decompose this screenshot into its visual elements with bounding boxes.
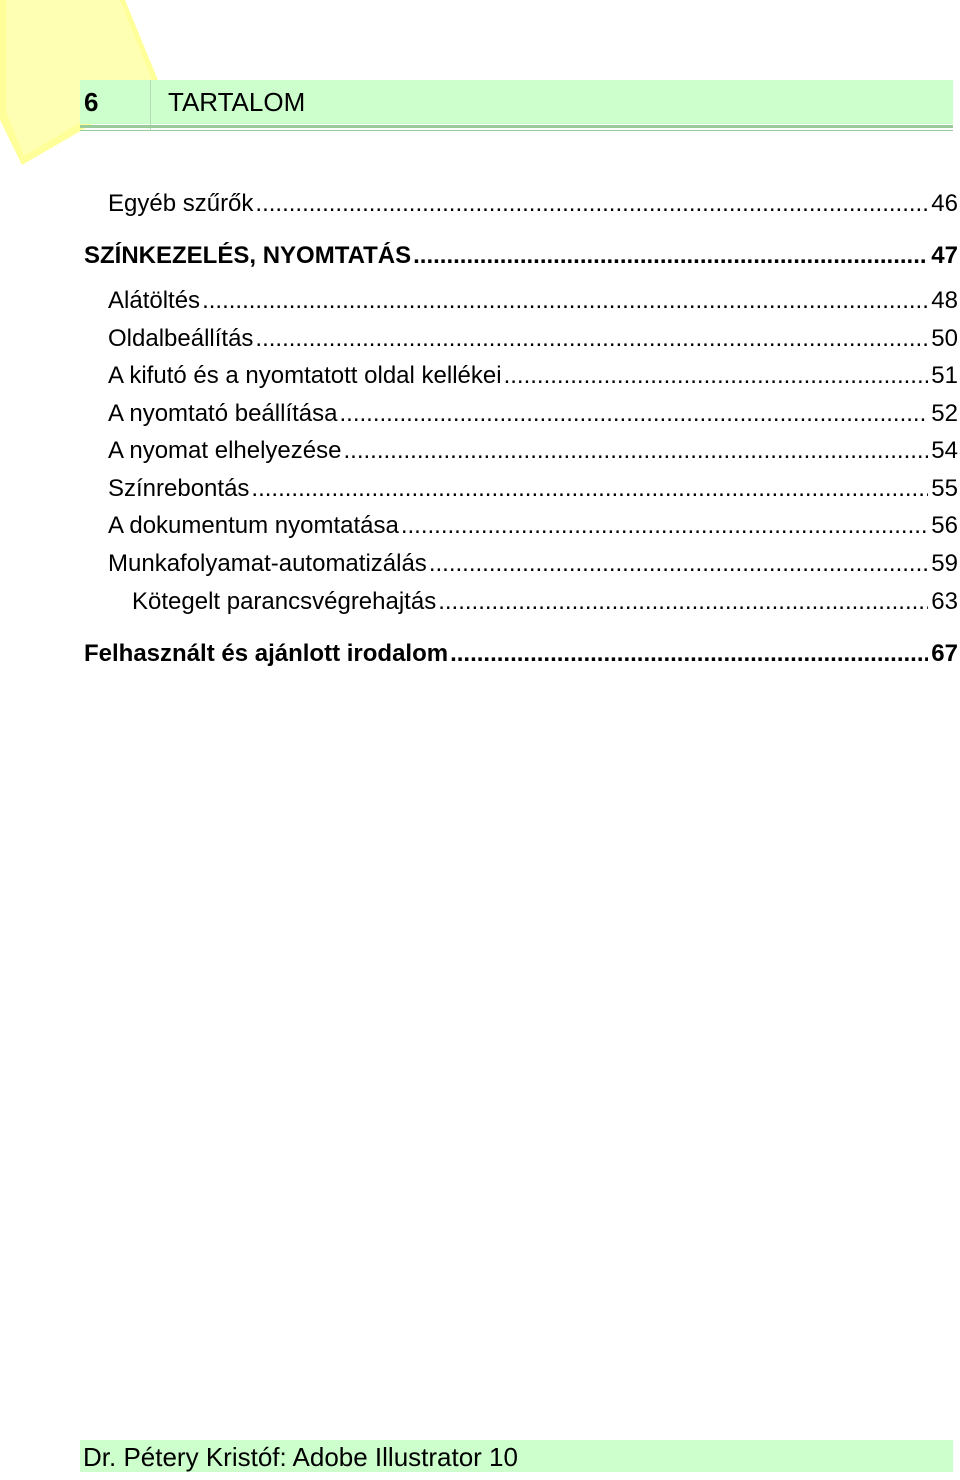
toc-entry[interactable] [84,640,958,668]
toc-leader [339,400,928,428]
header-rule [80,125,953,128]
toc-entry-label: A kifutó és a nyomtatott oldal kellékei [108,362,502,389]
toc-leader [255,190,928,218]
toc-entry-page: 59 [931,550,958,577]
toc-entry-page: 50 [931,325,958,352]
toc-entry[interactable] [108,550,958,578]
page-number: 6 [84,87,99,117]
toc-entry[interactable] [108,437,958,465]
toc-entry-page: 52 [931,400,958,427]
toc-entry[interactable] [108,287,958,315]
toc-entry-label: Munkafolyamat-automatizálás [108,550,427,577]
toc-leader [429,550,928,578]
toc-entry[interactable] [108,325,958,353]
toc-entry-label: Alátöltés [108,287,201,314]
toc-entry-label: Kötegelt parancsvégrehajtás [132,588,437,615]
toc-entry-page: 48 [931,287,958,314]
toc-leader [343,437,928,465]
toc-entry-label: Oldalbeállítás [108,325,254,352]
toc-entry[interactable] [84,242,958,270]
toc-leader [438,588,928,616]
toc-entry-page: 67 [931,640,958,667]
toc-entry[interactable] [108,362,958,390]
toc-leader [413,242,928,270]
toc-leader [504,362,929,390]
toc-leader [401,512,928,540]
toc-entry[interactable] [108,190,958,218]
footer-text: Dr. Pétery Kristóf: Adobe Illustrator 10 [83,1442,518,1472]
toc-entry[interactable] [108,512,958,540]
toc-entry-page: 46 [931,190,958,217]
toc-leader [450,640,928,668]
toc-entry[interactable] [108,475,958,503]
toc-entry-page: 47 [931,242,958,269]
toc-entry[interactable] [132,588,958,616]
toc-leader [255,325,928,353]
toc-entry-page: 54 [931,437,958,464]
toc-leader [202,287,928,315]
toc-leader [251,475,928,503]
toc-entry[interactable] [108,400,958,428]
page-title: TARTALOM [168,87,306,117]
toc-entry-page: 63 [931,588,958,615]
header-divider [150,80,151,130]
toc-entry-label: Egyéb szűrők [108,190,254,217]
toc-entry-page: 56 [931,512,958,539]
toc-entry-label: Színrebontás [108,475,250,502]
toc-entry-label: Felhasznált és ajánlott irodalom [84,640,449,667]
header-rule-thin [80,130,953,131]
toc-entry-label: A nyomtató beállítása [108,400,338,427]
toc-entry-label: A nyomat elhelyezése [108,437,342,464]
toc-entry-page: 51 [931,362,958,389]
page-header [80,80,953,124]
toc-entry-label: SZÍNKEZELÉS, NYOMTATÁS [84,242,412,269]
toc-entry-page: 55 [931,475,958,502]
toc-entry-label: A dokumentum nyomtatása [108,512,399,539]
page-footer [80,1440,953,1472]
